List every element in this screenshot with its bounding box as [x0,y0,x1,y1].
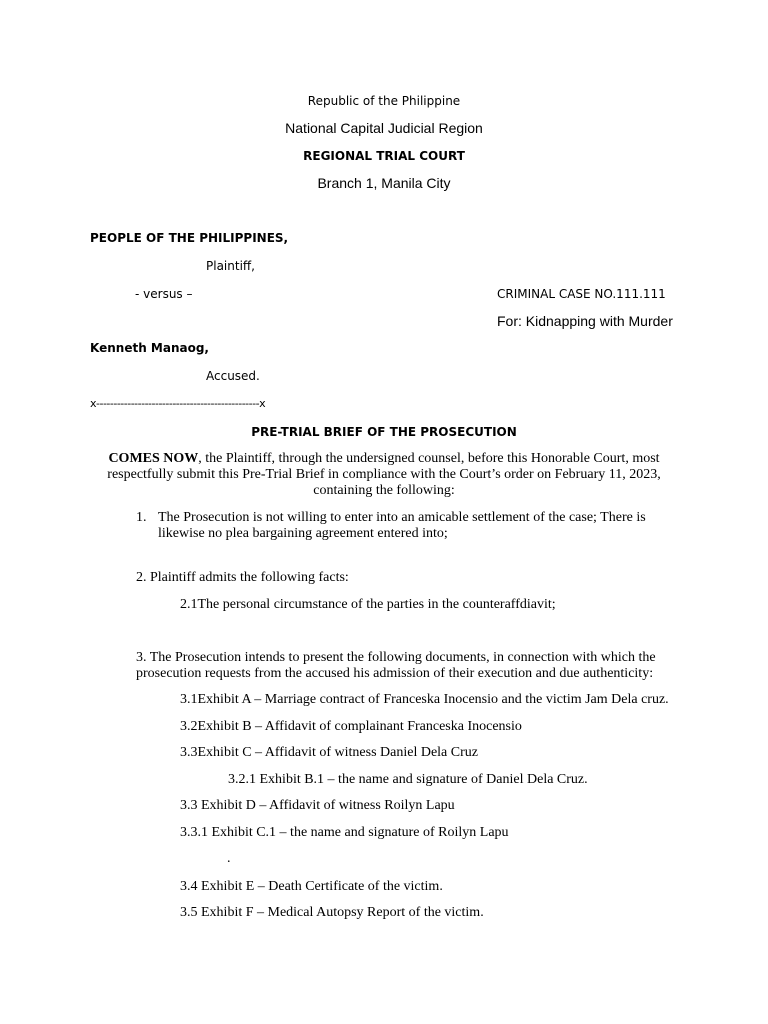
item-1-line-1: The Prosecution is not willing to enter into an amicable settlement of the case; There is [158,510,646,525]
item-3-line-2: prosecution requests from the accused his admission of their execution and due authenticity: [136,666,654,681]
versus-label: - versus – [135,287,193,301]
item-1-number: 1. [136,510,147,525]
stray-period: . [227,851,231,866]
plaintiff-name: PEOPLE OF THE PHILIPPINES, [90,231,289,245]
intro-line-1 [0,451,768,467]
plaintiff-role: Plaintiff, [206,259,255,273]
exhibit-item: 3.3Exhibit C – Affidavit of witness Daniel Dela Cruz [180,745,478,760]
item-2-heading: 2. Plaintiff admits the following facts: [136,570,349,585]
caption-separator: x-----------------------------------------------x [90,397,266,410]
exhibit-item: 3.5 Exhibit F – Medical Autopsy Report of the victim. [180,905,484,920]
exhibit-item: 3.1Exhibit A – Marriage contract of Franceska Inocensio and the victim Jam Dela cruz. [180,692,669,707]
republic-line: Republic of the Philippine [307,94,461,108]
exhibit-item: 3.2Exhibit B – Affidavit of complainant Franceska Inocensio [180,719,522,734]
item-1-line-2: likewise no plea bargaining agreement entered into; [158,526,448,541]
exhibit-item: 3.3.1 Exhibit C.1 – the name and signature of Roilyn Lapu [180,825,509,840]
item-3-line-1: 3. The Prosecution intends to present the following documents, in connection with which the [136,650,656,665]
exhibit-item: 3.4 Exhibit E – Death Certificate of the victim. [180,879,443,894]
item-2-sub: 2.1The personal circumstance of the parties in the counteraffdiavit; [180,597,556,612]
exhibit-item: 3.3 Exhibit D – Affidavit of witness Roilyn Lapu [180,798,455,813]
item-3-intro [136,650,656,682]
accused-role: Accused. [206,369,260,383]
case-number: CRIMINAL CASE NO.111.111 [497,287,666,301]
branch-line: Branch 1, Manila City [317,175,451,191]
accused-name: Kenneth Manaog, [90,341,209,355]
intro-line-2: respectfully submit this Pre-Trial Brief in compliance with the Court’s order on February 11, 2023, [107,467,661,482]
region-line: National Capital Judicial Region [285,120,483,136]
intro-line-1-rest: , the Plaintiff, through the undersigned counsel, before this Honorable Court, most [198,451,660,466]
court-line: REGIONAL TRIAL COURT [303,149,465,163]
intro-bold: COMES NOW [108,451,199,466]
exhibit-item: 3.2.1 Exhibit B.1 – the name and signature of Daniel Dela Cruz. [228,772,588,787]
intro-line-3: containing the following: [313,483,455,498]
document-title: PRE-TRIAL BRIEF OF THE PROSECUTION [251,425,517,439]
charge-line: For: Kidnapping with Murder [497,313,673,329]
intro-paragraph [0,451,768,499]
item-1-text [158,510,646,542]
